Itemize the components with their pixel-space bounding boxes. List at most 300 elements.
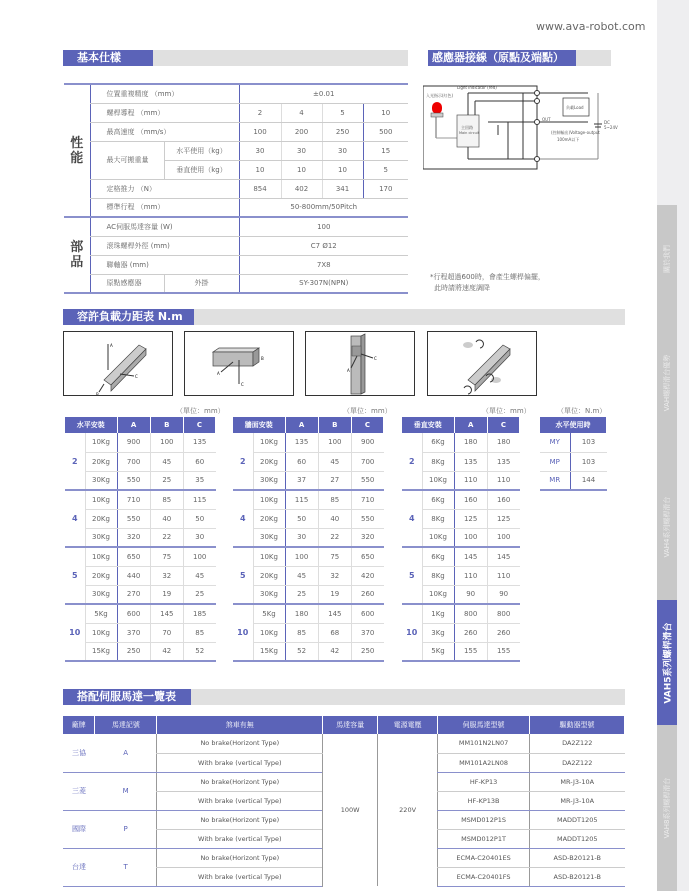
load-cell: 10Kg (422, 585, 454, 604)
moment-cell: 135 (285, 433, 318, 452)
brake-cell: With brake (vertical Type) (157, 791, 323, 810)
load-cell: 10Kg (253, 623, 285, 642)
moment-cell: 30 (285, 528, 318, 547)
lead-group: 4 (65, 490, 85, 547)
moment-cell: 45 (285, 566, 318, 585)
spec-label: 外掛 (164, 274, 239, 293)
section-bar-basic-spec (63, 50, 408, 66)
table-row (63, 734, 625, 753)
moment-cell: 52 (183, 642, 215, 661)
brake-cell: With brake (vertical Type) (157, 867, 323, 886)
table-row (233, 623, 384, 642)
spec-label: 最高速度 （mm/s） (90, 122, 239, 141)
sidebar-tab-about[interactable] (657, 205, 677, 313)
moment-cell: 85 (150, 490, 183, 509)
moment-cell: 40 (318, 509, 351, 528)
spec-value: 402 (281, 179, 322, 198)
moment-cell: 145 (150, 604, 183, 623)
website-url: www.ava-robot.com (536, 20, 646, 33)
table-header: C (487, 417, 519, 433)
load-cell: 30Kg (253, 528, 285, 547)
spec-label: 聯軸器 (mm) (90, 255, 239, 274)
servo-model-cell: MSMD012P1S (438, 810, 530, 829)
load-cell: 20Kg (253, 509, 285, 528)
load-cell: 20Kg (253, 566, 285, 585)
spec-value: 15 (363, 141, 408, 160)
motor-code-cell: M (95, 772, 157, 810)
table-row (65, 433, 216, 452)
moment-cell: 85 (183, 623, 215, 642)
table-row (540, 433, 607, 452)
moment-axis: MP (540, 452, 570, 471)
voltage-output-label: (控制輸出)Voltage-output (551, 130, 600, 135)
moment-cell: 160 (454, 490, 487, 509)
moment-cell: 110 (454, 471, 487, 490)
load-cell: 30Kg (85, 585, 117, 604)
moment-cell: 135 (183, 433, 215, 452)
moment-cell: 145 (487, 547, 519, 566)
moment-cell: 185 (183, 604, 215, 623)
servo-model-cell: HF-KP13 (438, 772, 530, 791)
moment-cell: 50 (285, 509, 318, 528)
table-row (233, 585, 384, 604)
table-row (233, 528, 384, 547)
moment-cell: 50 (183, 509, 215, 528)
driver-model-cell: DA2Z122 (530, 753, 625, 772)
moment-cell: 420 (351, 566, 383, 585)
load-cell: 6Kg (422, 490, 454, 509)
light-indicator-label: Light indicator (red) (457, 85, 497, 90)
table-header: 水平使用時 (540, 417, 607, 433)
svg-text:B: B (261, 356, 264, 361)
table-row (233, 471, 384, 490)
table-header: A (285, 417, 318, 433)
table-header: 電源電壓 (378, 716, 438, 734)
load-cell: 10Kg (253, 547, 285, 566)
brake-cell: With brake (vertical Type) (157, 753, 323, 772)
load-cell: 20Kg (85, 509, 117, 528)
lead-group: 10 (65, 604, 85, 661)
lead-group: 4 (233, 490, 253, 547)
spec-label: 定格推力 （N） (90, 179, 239, 198)
spec-label: 標準行程 （mm） (90, 198, 239, 217)
table-row (233, 547, 384, 566)
brake-cell: No brake(Horizont Type) (157, 734, 323, 753)
table-header: B (150, 417, 183, 433)
table-row (65, 585, 216, 604)
moment-cell: 45 (150, 452, 183, 471)
load-cell: 1Kg (422, 604, 454, 623)
load-cell: 5Kg (253, 604, 285, 623)
driver-model-cell: MADDT1205 (530, 829, 625, 848)
moment-cell: 180 (285, 604, 318, 623)
table-header: A (454, 417, 487, 433)
moment-cell: 800 (487, 604, 519, 623)
moment-cell: 270 (117, 585, 150, 604)
moment-cell: 700 (117, 452, 150, 471)
lead-group: 10 (402, 604, 422, 661)
table-header: 煞車有無 (157, 716, 323, 734)
section-title-moment: 容許負載力距表 N.m (63, 309, 194, 325)
spec-value: 100 (239, 217, 408, 236)
moment-cell: 250 (351, 642, 383, 661)
moment-cell: 700 (351, 452, 383, 471)
wall-mount-diagram (184, 331, 294, 396)
moment-cell: 145 (318, 604, 351, 623)
spec-value: 30 (322, 141, 363, 160)
moment-cell: 60 (183, 452, 215, 471)
moment-cell: 100 (318, 433, 351, 452)
table-row (233, 433, 384, 452)
load-cell: 10Kg (422, 528, 454, 547)
moment-cell: 40 (150, 509, 183, 528)
moment-cell: 35 (183, 471, 215, 490)
table-row (65, 547, 216, 566)
load-cell: 10Kg (85, 547, 117, 566)
current-label: 100mA以下 (557, 137, 580, 142)
spec-value: 854 (239, 179, 281, 198)
moment-cell: 22 (150, 528, 183, 547)
spec-label: 螺桿導程 （mm） (90, 103, 239, 122)
table-row (65, 566, 216, 585)
moment-cell: 650 (117, 547, 150, 566)
spec-value: SY-307N(NPN) (239, 274, 408, 293)
table-row (233, 566, 384, 585)
driver-model-cell: ASD-B20121-B (530, 867, 625, 886)
table-row (233, 604, 384, 623)
load-cell: 15Kg (85, 642, 117, 661)
table-row (402, 490, 520, 509)
moment-cell: 550 (351, 471, 383, 490)
moment-cell: 68 (318, 623, 351, 642)
spec-value: 5 (322, 103, 363, 122)
load-cell: 10Kg (85, 623, 117, 642)
spec-value: 5 (363, 160, 408, 179)
moment-cell: 42 (150, 642, 183, 661)
driver-model-cell: MR-J3-10A (530, 772, 625, 791)
spec-label: 原點感應器 (90, 274, 164, 293)
group-parts: 部品 (64, 217, 90, 293)
unit-label: （單位：N.m） (557, 407, 607, 415)
section-bar-sensor-wiring (428, 50, 611, 66)
horizontal-mount-table (65, 417, 216, 662)
table-row (540, 471, 607, 490)
table-header: 伺服馬達型號 (438, 716, 530, 734)
brake-cell: No brake(Horizont Type) (157, 848, 323, 867)
moment-axes-diagram (427, 331, 537, 396)
servo-model-cell: MM101A2LN08 (438, 753, 530, 772)
unit-label: （單位：mm） (343, 407, 392, 415)
servo-model-cell: ECMA-C20401ES (438, 848, 530, 867)
load-cell: 30Kg (85, 471, 117, 490)
servo-model-cell: MSMD012P1T (438, 829, 530, 848)
moment-cell: 155 (487, 642, 519, 661)
table-header: B (318, 417, 351, 433)
load-cell: 10Kg (422, 471, 454, 490)
spec-label: 水平使用（kg） (164, 141, 239, 160)
table-row (65, 452, 216, 471)
moment-cell: 52 (285, 642, 318, 661)
driver-model-cell: MR-J3-10A (530, 791, 625, 810)
table-header: 驅動器型號 (530, 716, 625, 734)
moment-cell: 25 (183, 585, 215, 604)
spec-label: 最大可搬重量 (90, 141, 164, 179)
svg-text:A: A (217, 371, 220, 376)
servo-model-cell: HF-KP13B (438, 791, 530, 810)
spec-value: 4 (281, 103, 322, 122)
moment-cell: 70 (150, 623, 183, 642)
spec-value: 10 (363, 103, 408, 122)
section-title-sensor-wiring: 感應器接線（原點及端點） (428, 50, 576, 66)
spec-value: 30 (239, 141, 281, 160)
load-cell: 30Kg (85, 528, 117, 547)
wiring-diagram (423, 80, 623, 170)
moment-cell: 22 (318, 528, 351, 547)
spec-label: 滾珠螺桿外徑 (mm) (90, 236, 239, 255)
sidebar-tab-label: VAH5系列螺桿滑台 (663, 621, 674, 704)
moment-cell: 45 (183, 566, 215, 585)
table-header: A (117, 417, 150, 433)
wall-mount-table (233, 417, 384, 662)
spec-table (64, 83, 408, 294)
spec-value: 250 (322, 122, 363, 141)
horizontal-mount-diagram (63, 331, 173, 396)
load-cell: 30Kg (253, 471, 285, 490)
moment-cell: 110 (454, 566, 487, 585)
moment-cell: 25 (285, 585, 318, 604)
section-bar-servo (63, 689, 625, 705)
stroke-note (430, 272, 545, 294)
svg-text:B: B (96, 392, 99, 395)
table-header: 馬達容量 (323, 716, 378, 734)
motor-code-cell: T (95, 848, 157, 886)
moment-cell: 30 (183, 528, 215, 547)
moment-cell: 45 (318, 452, 351, 471)
table-header: 垂直安裝 (402, 417, 454, 433)
svg-text:C: C (135, 374, 138, 379)
moment-cell: 550 (117, 471, 150, 490)
moment-cell: 710 (351, 490, 383, 509)
note-line: *行程超過600時，會產生螺桿偏擺， (430, 273, 545, 281)
load-cell: 10Kg (85, 433, 117, 452)
moment-cell: 110 (487, 471, 519, 490)
spec-value: 10 (281, 160, 322, 179)
note-line: 此時請將速度調降 (434, 284, 490, 292)
moment-cell: 180 (454, 433, 487, 452)
table-header: 廠牌 (63, 716, 95, 734)
moment-cell: 100 (454, 528, 487, 547)
moment-cell: 60 (285, 452, 318, 471)
load-cell: 8Kg (422, 509, 454, 528)
spec-label: 位置重複精度 （mm） (90, 84, 239, 103)
spec-value: 50-800mm/50Pitch (239, 198, 408, 217)
moment-value: 103 (570, 452, 607, 471)
moment-cell: 19 (150, 585, 183, 604)
input-indicator-label: 入光指示(紅色) (426, 93, 454, 98)
moment-cell: 260 (351, 585, 383, 604)
table-row (540, 452, 607, 471)
spec-value: 2 (239, 103, 281, 122)
brake-cell: No brake(Horizont Type) (157, 810, 323, 829)
table-header-row (233, 417, 384, 433)
sidebar-tab-label: VAH4系列螺桿滑台 (663, 496, 671, 557)
svg-text:A: A (347, 368, 350, 373)
servo-motor-table (63, 716, 625, 887)
moment-cell: 27 (318, 471, 351, 490)
moment-cell: 155 (454, 642, 487, 661)
moment-cell: 320 (351, 528, 383, 547)
lead-group: 2 (402, 433, 422, 490)
sidebar-tab-label: 關於我們 (663, 245, 671, 273)
moment-cell: 100 (183, 547, 215, 566)
motor-code-cell: A (95, 734, 157, 772)
vertical-mount-diagram (305, 331, 415, 396)
load-cell: 30Kg (253, 585, 285, 604)
vertical-mount-table (402, 417, 520, 662)
lead-group: 5 (402, 547, 422, 604)
load-cell: 10Kg (253, 490, 285, 509)
load-cell: 3Kg (422, 623, 454, 642)
load-cell: 10Kg (85, 490, 117, 509)
load-cell: 6Kg (422, 433, 454, 452)
moment-cell: 75 (150, 547, 183, 566)
moment-value: 103 (570, 433, 607, 452)
unit-label: （單位：mm） (482, 407, 531, 415)
load-cell: 20Kg (85, 452, 117, 471)
moment-cell: 250 (117, 642, 150, 661)
moment-cell: 42 (318, 642, 351, 661)
lead-group: 10 (233, 604, 253, 661)
moment-cell: 600 (117, 604, 150, 623)
brand-cell: 台達 (63, 848, 95, 886)
svg-text:A: A (110, 343, 113, 348)
moment-cell: 900 (351, 433, 383, 452)
capacity-cell: 100W (323, 734, 378, 886)
spec-value: ±0.01 (239, 84, 408, 103)
table-row (233, 642, 384, 661)
table-header-row (402, 417, 520, 433)
load-cell: 15Kg (253, 642, 285, 661)
table-row (402, 433, 520, 452)
moment-cell: 370 (117, 623, 150, 642)
section-title-basic-spec: 基本仕樣 (63, 50, 153, 66)
moment-cell: 110 (487, 566, 519, 585)
section-bar-moment (63, 309, 625, 325)
table-row (65, 471, 216, 490)
moment-cell: 710 (117, 490, 150, 509)
moment-axis: MR (540, 471, 570, 490)
spec-label: AC伺服馬達容量 (W) (90, 217, 239, 236)
table-row (402, 604, 520, 623)
moment-cell: 85 (318, 490, 351, 509)
spec-value: 500 (363, 122, 408, 141)
load-label: 負載Load (566, 105, 584, 110)
moment-cell: 650 (351, 547, 383, 566)
driver-model-cell: ASD-B20121-B (530, 848, 625, 867)
sidebar-tab-vah4[interactable] (657, 453, 677, 600)
moment-cell: 100 (285, 547, 318, 566)
sidebar-tab-label: VAH8系列螺桿滑台 (663, 777, 671, 839)
spec-value: 30 (281, 141, 322, 160)
main-circuit-en-label: Main circuit (459, 131, 480, 135)
motor-code-cell: P (95, 810, 157, 848)
moment-cell: 115 (183, 490, 215, 509)
spec-value: 100 (239, 122, 281, 141)
svg-text:C: C (241, 382, 244, 387)
moment-cell: 85 (285, 623, 318, 642)
spec-value: 10 (239, 160, 281, 179)
sidebar-tab-vah5[interactable] (657, 600, 677, 725)
moment-cell: 37 (285, 471, 318, 490)
load-cell: 8Kg (422, 566, 454, 585)
moment-cell: 800 (454, 604, 487, 623)
moment-cell: 370 (351, 623, 383, 642)
moment-cell: 32 (150, 566, 183, 585)
table-header: 水平安裝 (65, 417, 117, 433)
lead-group: 2 (233, 433, 253, 490)
brand-cell: 三協 (63, 734, 95, 772)
moment-cell: 75 (318, 547, 351, 566)
moment-value: 144 (570, 471, 607, 490)
sidebar-tab-vah8[interactable] (657, 725, 677, 891)
servo-model-cell: ECMA-C20401FS (438, 867, 530, 886)
moment-cell: 125 (487, 509, 519, 528)
table-row (65, 604, 216, 623)
moment-axis: MY (540, 433, 570, 452)
table-header: 馬達記號 (95, 716, 157, 734)
moment-cell: 100 (150, 433, 183, 452)
table-header-row (65, 417, 216, 433)
table-row (65, 528, 216, 547)
brand-cell: 三菱 (63, 772, 95, 810)
moment-cell: 320 (117, 528, 150, 547)
spec-value: 200 (281, 122, 322, 141)
moment-cell: 260 (454, 623, 487, 642)
spec-value: 10 (322, 160, 363, 179)
unit-label: （單位：mm） (176, 407, 225, 415)
lead-group: 2 (65, 433, 85, 490)
spec-value: 7X8 (239, 255, 408, 274)
brand-cell: 國際 (63, 810, 95, 848)
table-header-row (540, 417, 607, 433)
moment-cell: 550 (351, 509, 383, 528)
output-label: OUT (542, 117, 551, 122)
table-row (65, 490, 216, 509)
brake-cell: With brake (vertical Type) (157, 829, 323, 848)
load-cell: 10Kg (253, 433, 285, 452)
servo-model-cell: MM101N2LN07 (438, 734, 530, 753)
spec-value: 170 (363, 179, 408, 198)
load-cell: 5Kg (422, 642, 454, 661)
static-moment-table (540, 417, 607, 491)
table-row (65, 623, 216, 642)
table-row (65, 509, 216, 528)
table-header-row (63, 716, 625, 734)
moment-cell: 135 (454, 452, 487, 471)
dc-label: DC (604, 120, 610, 125)
table-header: C (183, 417, 215, 433)
moment-cell: 160 (487, 490, 519, 509)
spec-value: 341 (322, 179, 363, 198)
sidebar-tab-advantages[interactable] (657, 313, 677, 453)
moment-cell: 900 (117, 433, 150, 452)
table-row (233, 452, 384, 471)
table-row (233, 490, 384, 509)
moment-cell: 440 (117, 566, 150, 585)
spec-label: 垂直使用（kg） (164, 160, 239, 179)
moment-cell: 260 (487, 623, 519, 642)
load-cell: 20Kg (85, 566, 117, 585)
